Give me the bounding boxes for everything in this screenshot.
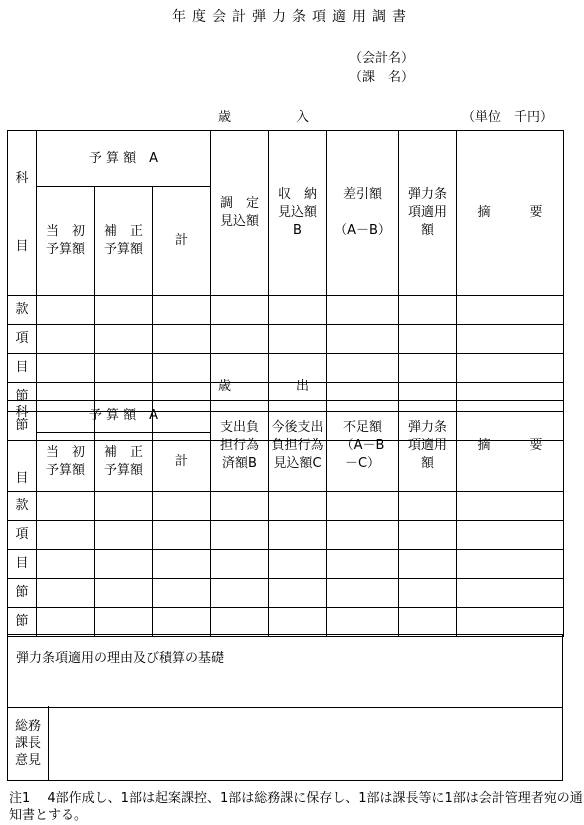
cell[interactable] [95,296,153,325]
cell[interactable] [327,579,399,608]
table-row [8,296,564,325]
expenditure-heading: 歳 出 [218,379,310,394]
expenditure-col7-header: 摘 要 [457,401,564,492]
table-row [8,492,564,521]
cell[interactable] [153,579,211,608]
cell[interactable] [399,354,457,383]
cell[interactable] [327,296,399,325]
revenue-col5-header: 差引額 （A－B） [327,131,399,296]
cell[interactable] [269,579,327,608]
cell[interactable] [95,550,153,579]
cell[interactable] [95,521,153,550]
account-name-label: （会計名） [349,51,415,66]
revenue-col7-header: 摘 要 [457,131,564,296]
revenue-budget-header: 予 算 額 A [37,131,211,187]
remarks-box[interactable] [7,634,563,708]
cell[interactable] [211,296,269,325]
cell[interactable] [211,521,269,550]
table-row [8,325,564,354]
expenditure-table [7,400,564,637]
cell[interactable] [37,354,95,383]
revenue-kamoku-top: 科 [15,171,29,186]
expenditure-row-label: 節 [8,579,37,608]
cell[interactable] [153,354,211,383]
expenditure-row-label: 款 [8,492,37,521]
expenditure-col3-header: 支出負 担行為 済額B [211,401,269,492]
revenue-row-label: 目 [8,354,37,383]
cell[interactable] [399,325,457,354]
revenue-table [7,130,564,441]
cell[interactable] [95,492,153,521]
expenditure-kamoku-header [8,401,37,492]
table-row [8,521,564,550]
expenditure-col6-header: 弾力条 項適用 額 [399,401,457,492]
revenue-row-label: 節 [8,412,37,441]
cell[interactable] [95,354,153,383]
cell[interactable] [37,325,95,354]
cell[interactable] [457,492,564,521]
cell[interactable] [399,550,457,579]
cell[interactable] [457,325,564,354]
revenue-row-label: 款 [8,296,37,325]
revenue-kamoku-header [8,131,37,296]
cell[interactable] [37,608,95,637]
expenditure-row-label: 目 [8,550,37,579]
revenue-heading: 歳 入 [218,110,310,125]
table-row [8,608,564,637]
cell[interactable] [269,296,327,325]
remarks-label: 弾力条項適用の理由及び積算の基礎 [16,651,225,666]
cell[interactable] [153,521,211,550]
revenue-row-label: 項 [8,325,37,354]
cell[interactable] [37,521,95,550]
cell[interactable] [269,521,327,550]
expenditure-initial-header: 当 初 予算額 [37,432,95,491]
expenditure-col4-header: 今後支出 負担行為 見込額C [269,401,327,492]
cell[interactable] [95,325,153,354]
cell[interactable] [327,550,399,579]
revenue-supplementary-header: 補 正 予算額 [95,187,153,296]
expenditure-row-label: 節 [8,608,37,637]
cell[interactable] [457,550,564,579]
expenditure-supplementary-header: 補 正 予算額 [95,432,153,491]
cell[interactable] [269,608,327,637]
cell[interactable] [327,521,399,550]
revenue-kamoku-bottom: 目 [15,239,29,254]
cell[interactable] [457,521,564,550]
page-title: 年度会計弾力条項適用調書 [172,9,412,25]
cell[interactable] [37,492,95,521]
cell[interactable] [153,325,211,354]
cell[interactable] [211,550,269,579]
cell[interactable] [153,608,211,637]
cell[interactable] [37,550,95,579]
cell[interactable] [269,492,327,521]
cell[interactable] [399,492,457,521]
cell[interactable] [327,325,399,354]
cell[interactable] [211,608,269,637]
expenditure-budget-header: 予 算 額 A [37,401,211,433]
cell[interactable] [327,492,399,521]
revenue-row-label: 節 [8,383,37,412]
expenditure-total-header: 計 [153,432,211,491]
cell[interactable] [457,579,564,608]
revenue-initial-header: 当 初 予算額 [37,187,95,296]
cell[interactable] [37,579,95,608]
cell[interactable] [399,608,457,637]
expenditure-kamoku-top: 科 [15,405,29,420]
opinion-box[interactable] [7,706,563,781]
unit-label: （単位 千円） [462,110,554,125]
expenditure-kamoku-bottom: 目 [15,471,29,486]
revenue-col4-header: 収 納 見込額 B [269,131,327,296]
cell[interactable] [211,325,269,354]
expenditure-row-label: 項 [8,521,37,550]
cell[interactable] [95,579,153,608]
cell[interactable] [399,521,457,550]
cell[interactable] [153,296,211,325]
cell[interactable] [153,492,211,521]
expenditure-col5-header: 不足額 （A－B －C） [327,401,399,492]
cell[interactable] [211,579,269,608]
cell[interactable] [211,492,269,521]
table-row [8,550,564,579]
cell[interactable] [457,354,564,383]
cell[interactable] [457,296,564,325]
revenue-col6-header: 弾力条 項適用 額 [399,131,457,296]
footnote: 注1 4部作成し、1部は起案課控、1部は総務課に保存し、1部は課長等に1部は会計管理者宛の通知書とする。 [9,791,583,823]
revenue-col3-header: 調 定 見込額 [211,131,269,296]
cell[interactable] [327,354,399,383]
cell[interactable] [327,608,399,637]
revenue-total-header: 計 [153,187,211,296]
cell[interactable] [269,325,327,354]
table-row [8,579,564,608]
cell[interactable] [37,296,95,325]
cell[interactable] [399,579,457,608]
cell[interactable] [153,550,211,579]
cell[interactable] [269,550,327,579]
cell[interactable] [399,296,457,325]
opinion-label: 総務 課長 意見 [8,706,49,780]
cell[interactable] [95,608,153,637]
cell[interactable] [457,608,564,637]
section-name-label: （課 名） [349,70,415,85]
